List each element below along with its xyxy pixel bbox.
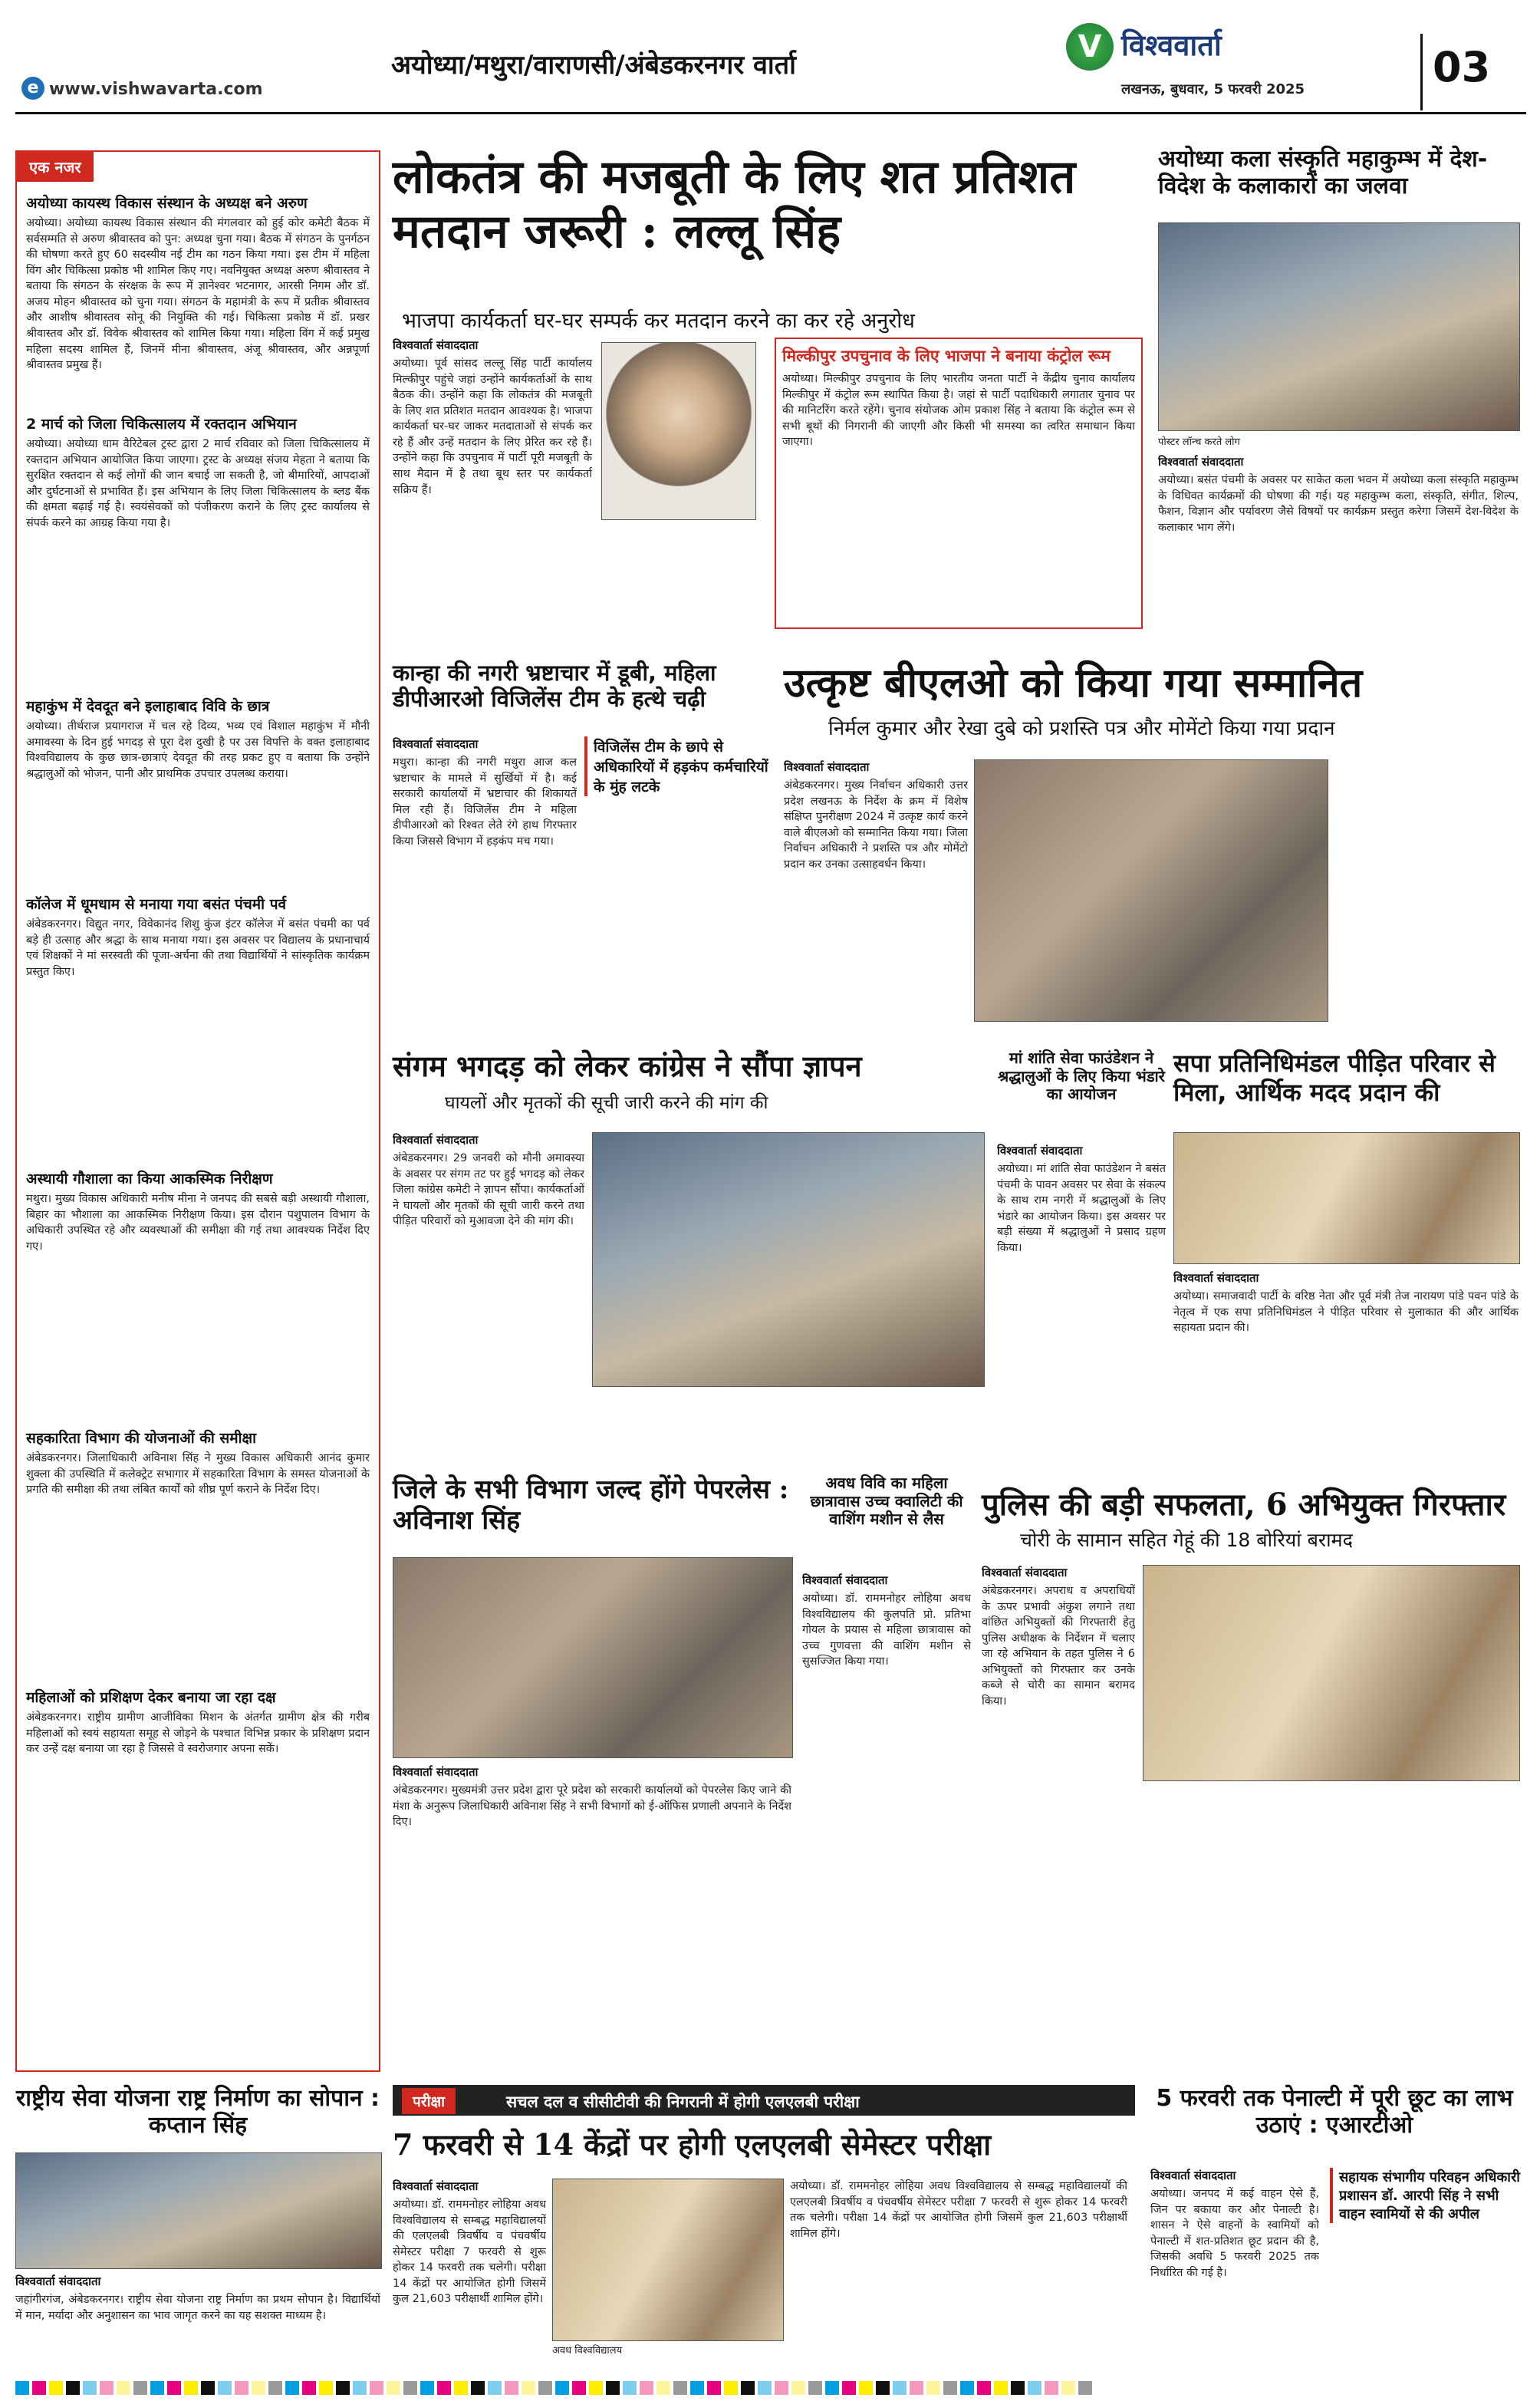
avadh-byline: विश्ववार्ता संवाददाता — [802, 1573, 888, 1587]
sidebar-item-body: अयोध्या। अयोध्या धाम वैरिटेबल ट्रस्ट द्वारा 2 मार्च रविवार को जिला चिकित्सालय में रक्तदान अभियान आयोजित किया जाएगा। ट्रस्ट के अध्यक्ष संजय मेहता ने बताया कि सुरक्षित रक्तदान से कई लोगों की जान बचाई जा सकती है, जो बीमारियों, आपदाओं और दुर्घटनाओं से प्रभावित हैं। इस अभियान के लिए जिला चिकित्सालय के ब्लड बैंक की क्षमता बढ़ाई गई है। स्वयंसेवकों को पंजीकरण कराने के लिए ट्रस्ट कार्यालय से संपर्क करने का आग्रह किया गया है। — [26, 438, 370, 529]
color-swatch — [589, 2381, 603, 2395]
color-swatch — [690, 2381, 704, 2395]
masthead-divider — [1420, 34, 1423, 110]
color-swatch — [268, 2381, 282, 2395]
color-swatch — [1078, 2381, 1092, 2395]
color-swatch — [791, 2381, 805, 2395]
lead-box — [775, 338, 1143, 629]
color-swatch — [775, 2381, 788, 2395]
dm-article — [393, 1764, 791, 2071]
color-swatch — [808, 2381, 822, 2395]
kanha-pull-quote: विजिलेंस टीम के छापे से अधिकारियों में हड़कंप कर्मचारियों के मुंह लटके — [584, 736, 768, 796]
sidebar-item — [26, 894, 370, 1162]
art-story-caption: पोस्टर लॉन्च करते लोग — [1158, 436, 1240, 448]
avadh-article — [802, 1573, 971, 2063]
sidebar-tag: एक नजर — [17, 152, 94, 182]
color-swatch — [977, 2381, 991, 2395]
color-swatch — [656, 2381, 670, 2395]
sidebar-item-headline: कॉलेज में धूमधाम से मनाया गया बसंत पंचमी पर्व — [26, 896, 287, 913]
art-story-body: अयोध्या। बसंत पंचमी के अवसर पर साकेत कला भवन में अयोध्या कला संस्कृति महाकुम्भ के विधिवत कार्यक्रमों की घोषणा की गई। यह महाकुम्भ कला, संस्कृति, संगीत, शिल्प, फैशन, विज्ञान और पर्यावरण जैसे विषयों पर कार्यक्रम प्रस्तुत करेगा जिसमें देश-विदेश के कलाकार भाग लेंगे। — [1158, 474, 1519, 534]
lead-box-body: अयोध्या। मिल्कीपुर उपचुनाव के लिए भारतीय जनता पार्टी ने केंद्रीय चुनाव कार्यालय मिल्कीपुर में कंट्रोल रूम स्थापित किया है। जहां से पार्टी पदाधिकारी लगातार चुनाव पर की मानिटरिंग करते रहेंगे। चुनाव संयोजक ओम प्रकाश सिंह ने बताया कि कंट्रोल रूम से सभी बूथों की निगरानी की जाएगी और किसी भी समस्या का त्वरित समाधान किया जाएगा। — [782, 373, 1135, 449]
exam-headline: 7 फरवरी से 14 केंद्रों पर होगी एलएलबी सेमेस्टर परीक्षा — [393, 2127, 992, 2162]
color-swatch — [640, 2381, 653, 2395]
exam-photo — [552, 2179, 784, 2341]
shanti-byline: विश्ववार्ता संवाददाता — [997, 1144, 1083, 1158]
color-swatch — [403, 2381, 417, 2395]
congress-subhead: घायलों और मृतकों की सूची जारी करने की मांग की — [445, 1093, 768, 1113]
shanti-article — [997, 1143, 1166, 1465]
color-swatch — [437, 2381, 451, 2395]
color-swatch — [66, 2381, 80, 2395]
exam-body-continued: अयोध्या। डॉ. राममनोहर लोहिया अवध विश्वविद्यालय से सम्बद्ध महाविद्यालयों की एलएलबी त्रिवर्षीय व पंचवर्षीय सेमेस्टर परीक्षा 7 फरवरी से शुरू होकर 14 फरवरी तक चलेगी। परीक्षा 14 केंद्रों पर आयोजित होगी जिसमें कुल 21,603 परीक्षार्थी शामिल होंगे। — [790, 2180, 1127, 2240]
congress-photo — [592, 1132, 985, 1387]
sidebar-item-headline: अस्थायी गौशाला का किया आकस्मिक निरीक्षण — [26, 1171, 273, 1187]
lead-body: अयोध्या। पूर्व सांसद लल्लू सिंह पार्टी कार्यालय मिल्कीपुर पहुंचे जहां उन्होंने कार्यकर्ताओं के साथ बैठक की। उन्होंने कहा कि लोकतंत्र की मजबूती के लिए शत प्रतिशत मतदान आवश्यक है। भाजपा कार्यकर्ता घर-घर जाकर मतदाताओं से संपर्क कर रहे हैं और उन्हें मतदान के लिए प्रेरित कर रहे हैं। उन्होंने कहा कि उपचुनाव में पार्टी पूरी मजबूती के साथ मैदान में है तथा बूथ स्तर पर कार्यकर्ता सक्रिय हैं। — [393, 357, 592, 496]
sidebar — [15, 150, 380, 2072]
exam-byline: विश्ववार्ता संवाददाता — [393, 2179, 479, 2193]
police-headline: पुलिस की बड़ी सफलता, 6 अभियुक्त गिरफ्तार — [982, 1487, 1506, 1523]
website-url[interactable]: www.vishwavarta.com — [49, 80, 263, 99]
lead-box-headline: मिल्कीपुर उपचुनाव के लिए भाजपा ने बनाया कंट्रोल रूम — [782, 347, 1111, 365]
police-body: अंबेडकरनगर। अपराध व अपराधियों के ऊपर प्रभावी अंकुश लगाने तथा वांछित अभियुक्तों की गिरफ्तारी हेतु पुलिस अधीक्षक के निर्देशन में चलाए जा रहे अभियान के तहत पुलिस ने 6 अभियुक्तों को गिरफ्तार कर उनके कब्जे से चोरी का सामान बरामद किया। — [982, 1585, 1135, 1708]
color-swatch — [943, 2381, 957, 2395]
sidebar-item-headline: अयोध्या कायस्थ विकास संस्थान के अध्यक्ष बने अरुण — [26, 195, 308, 212]
sidebar-item-headline: महिलाओं को प्रशिक्षण देकर बनाया जा रहा दक्ष — [26, 1689, 276, 1706]
color-swatch — [133, 2381, 147, 2395]
arto-article — [1150, 2168, 1319, 2367]
kanha-article — [393, 736, 768, 1043]
color-swatch — [555, 2381, 569, 2395]
color-swatch — [252, 2381, 265, 2395]
brand-logo-icon: V — [1066, 23, 1114, 71]
color-swatch — [606, 2381, 620, 2395]
color-swatch — [842, 2381, 856, 2395]
lead-article — [393, 338, 761, 644]
sp-photo — [1173, 1132, 1520, 1264]
site-logo-icon: e — [21, 77, 44, 100]
color-swatch — [522, 2381, 535, 2395]
sp-byline: विश्ववार्ता संवाददाता — [1173, 1271, 1259, 1285]
color-swatch — [859, 2381, 873, 2395]
brand-name: विश्ववार्ता — [1121, 28, 1222, 62]
color-swatch — [623, 2381, 637, 2395]
color-swatch — [420, 2381, 434, 2395]
color-swatch — [117, 2381, 130, 2395]
color-swatch — [538, 2381, 552, 2395]
shanti-headline: मां शांति सेवा फाउंडेशन ने श्रद्धालुओं के लिए किया भंडारे का आयोजन — [998, 1049, 1165, 1104]
police-article — [982, 1565, 1135, 2056]
color-swatch — [32, 2381, 46, 2395]
color-swatch — [1045, 2381, 1058, 2395]
police-byline: विश्ववार्ता संवाददाता — [982, 1566, 1068, 1579]
nss-headline: राष्ट्रीय सेवा योजना राष्ट्र निर्माण का सोपान : कप्तान सिंह — [15, 2085, 380, 2139]
color-swatch — [336, 2381, 350, 2395]
arto-body: अयोध्या। जनपद में कई वाहन ऐसे हैं, जिन पर बकाया कर और पेनाल्टी है। शासन ने ऐसे वाहनों के स्वामियों को पेनाल्टी में शत-प्रतिशत छूट प्रदान की है, जिसकी अवधि 5 फरवरी 2025 तक निर्धारित की गई है। — [1150, 2188, 1319, 2279]
color-swatch — [1011, 2381, 1025, 2395]
congress-article — [393, 1132, 584, 1470]
art-story-byline: विश्ववार्ता संवाददाता — [1158, 455, 1244, 469]
dm-photo — [393, 1557, 793, 1758]
lead-subhead: भाजपा कार्यकर्ता घर-घर सम्पर्क कर मतदान करने का कर रहे अनुरोध — [402, 309, 915, 333]
color-swatch — [825, 2381, 839, 2395]
color-swatch — [387, 2381, 400, 2395]
sidebar-item-body: अंबेडकरनगर। जिलाधिकारी अविनाश सिंह ने मुख्य विकास अधिकारी आनंद कुमार शुक्ला की उपस्थिति में कलेक्ट्रेट सभागार में सहकारिता विभाग के समस्त योजनाओं के प्रगति की समीक्षा की तथा लंबित कार्यों को शीघ्र पूर्ण कराने के निर्देश दिए। — [26, 1452, 370, 1497]
sidebar-item-headline: 2 मार्च को जिला चिकित्सालय में रक्तदान अभियान — [26, 416, 297, 433]
color-swatch — [218, 2381, 232, 2395]
masthead — [0, 0, 1540, 123]
color-swatch — [201, 2381, 215, 2395]
art-story-article — [1158, 454, 1519, 646]
color-swatch — [876, 2381, 890, 2395]
color-swatch — [1028, 2381, 1041, 2395]
blo-headline: उत्कृष्ट बीएलओ को किया गया सम्मानित — [784, 660, 1363, 706]
color-swatch — [49, 2381, 63, 2395]
lead-headline: लोकतंत्र की मजबूती के लिए शत प्रतिशत मतदान जरूरी : लल्लू सिंह — [393, 150, 1076, 259]
color-swatch — [83, 2381, 97, 2395]
color-swatch — [15, 2381, 29, 2395]
blo-subhead: निर्मल कुमार और रेखा दुबे को प्रशस्ति पत्र और मोमेंटो किया गया प्रदान — [828, 717, 1335, 740]
color-swatch — [758, 2381, 772, 2395]
arto-pull-quote: सहायक संभागीय परिवहन अधिकारी प्रशासन डॉ. आरपी सिंह ने सभी वाहन स्वामियों से की अपील — [1330, 2168, 1528, 2223]
color-swatch — [1061, 2381, 1075, 2395]
color-swatch — [150, 2381, 164, 2395]
exam-tag: परीक्षा — [402, 2088, 456, 2114]
police-photo — [1143, 1565, 1520, 1781]
color-swatch — [960, 2381, 974, 2395]
color-swatch — [724, 2381, 738, 2395]
exam-kicker: सचल दल व सीसीटीवी की निगरानी में होगी एलएलबी परीक्षा — [506, 2093, 860, 2111]
sidebar-item-body: अयोध्या। तीर्थराज प्रयागराज में चल रहे दिव्य, भव्य एवं विशाल महाकुंभ में मौनी अमावस्या के दिन हुई भगदड़ से पूरा देश दुखी है पर उस विपत्ति के वक्त इलाहाबाद विश्वविद्यालय के कुछ छात्र-छात्राएं देवदूत की तरह प्रकट हुए व बताया कि उन्होंने श्रद्धालुओं को भोजन, पानी और प्राथमिक उपचार उपलब्ध कराया। — [26, 720, 370, 780]
sidebar-item — [26, 1687, 370, 1940]
color-swatch — [488, 2381, 502, 2395]
kanha-body: मथुरा। कान्हा की नगरी मथुरा आज कल भ्रष्टाचार के मामले में सुर्खियों में है। कई सरकारी कार्यालयों में भ्रष्टाचार की शिकायतें मिल रही हैं। विजिलेंस टीम ने महिला डीपीआरओ को रिश्वत लेते रंगे हाथ गिरफ्तार किया जिससे विभाग में हड़कंप मच गया। — [393, 756, 577, 848]
sp-body: अयोध्या। समाजवादी पार्टी के वरिष्ठ नेता और पूर्व मंत्री तेज नारायण पांडे पवन पांडे के नेतृत्व में एक सपा प्रतिनिधिमंडल ने पीड़ित परिवार से मुलाकात की और आर्थिक सहायता प्रदान की। — [1173, 1290, 1519, 1335]
nss-article — [15, 2274, 380, 2366]
nss-photo — [15, 2152, 382, 2269]
color-swatch — [302, 2381, 316, 2395]
dm-body: अंबेडकरनगर। मुख्यमंत्री उत्तर प्रदेश द्वारा पूरे प्रदेश को सरकारी कार्यालयों को पेपरलेस किए जाने की मंशा के अनुरूप जिलाधिकारी अविनाश सिंह ने सभी विभागों को ई-ऑफिस प्रणाली अपनाने के निर्देश दिए। — [393, 1784, 791, 1829]
sidebar-item — [26, 696, 370, 888]
sp-headline: सपा प्रतिनिधिमंडल पीड़ित परिवार से मिला, आर्थिक मदद प्रदान की — [1173, 1049, 1496, 1107]
blo-photo — [974, 759, 1328, 1022]
lead-byline: विश्ववार्ता संवाददाता — [393, 338, 479, 352]
avadh-headline: अवध विवि का महिला छात्रावास उच्च क्वालिटी की वाशिंग मशीन से लैस — [810, 1474, 963, 1529]
dm-byline: विश्ववार्ता संवाददाता — [393, 1765, 479, 1779]
edition-title: अयोध्या/मथुरा/वाराणसी/अंबेडकरनगर वार्ता — [391, 50, 796, 81]
color-swatch — [741, 2381, 755, 2395]
avadh-body: अयोध्या। डॉ. राममनोहर लोहिया अवध विश्वविद्यालय की कुलपति प्रो. प्रतिभा गोयल के प्रयास से महिला छात्रावास को उच्च गुणवत्ता की वाशिंग मशीन से सुसज्जित किया गया। — [802, 1592, 971, 1668]
color-swatch — [285, 2381, 299, 2395]
color-swatch — [505, 2381, 518, 2395]
masthead-bottom-rule — [15, 112, 1526, 114]
sp-article — [1173, 1270, 1519, 1470]
sidebar-item — [26, 193, 370, 407]
congress-headline: संगम भगदड़ को लेकर कांग्रेस ने सौंपा ज्ञापन — [393, 1049, 862, 1083]
color-swatch — [353, 2381, 367, 2395]
color-swatch — [707, 2381, 721, 2395]
sidebar-item-headline: महाकुंभ में देवदूत बने इलाहाबाद विवि के छात्र — [26, 698, 270, 715]
color-swatch — [673, 2381, 687, 2395]
sidebar-item — [26, 1428, 370, 1681]
sidebar-item-body: मथुरा। मुख्य विकास अधिकारी मनीष मीना ने जनपद की सबसे बड़ी अस्थायी गौशाला, बिहार का भौशाला का आकस्मिक निरीक्षण किया। इस दौरान पशुपालन विभाग के अधिकारी उपस्थित रहे और व्यवस्थाओं की समीक्षा की गई तथा आवश्यक निर्देश दिए गए। — [26, 1193, 370, 1253]
color-swatch — [572, 2381, 586, 2395]
color-swatch — [370, 2381, 383, 2395]
color-swatch — [235, 2381, 248, 2395]
art-story-photo — [1158, 222, 1520, 431]
exam-article — [393, 2179, 546, 2370]
dm-headline: जिले के सभी विभाग जल्द होंगे पेपरलेस : अविनाश सिंह — [393, 1474, 789, 1536]
page-number: 03 — [1433, 43, 1491, 91]
color-swatch — [994, 2381, 1008, 2395]
nss-body: जहांगीरगंज, अंबेडकरनगर। राष्ट्रीय सेवा योजना राष्ट्र निर्माण का प्रथम सोपान है। विद्यार्थियों में मान, मर्यादा और अनुशासन का भाव जागृत करने का यह सशक्त माध्यम है। — [15, 2294, 380, 2322]
nss-byline: विश्ववार्ता संवाददाता — [15, 2274, 101, 2288]
color-swatch — [454, 2381, 468, 2395]
congress-body: अंबेडकरनगर। 29 जनवरी को मौनी अमावस्या के अवसर पर संगम तट पर हुई भगदड़ को लेकर जिला कांग्रेस कमेटी ने ज्ञापन सौंपा। कार्यकर्ताओं ने घायलों और मृतकों की सूची जारी करने तथा पीड़ित परिवारों को मुआवजा देने की मांग की। — [393, 1152, 584, 1228]
color-swatch — [893, 2381, 907, 2395]
kanha-byline: विश्ववार्ता संवाददाता — [393, 737, 479, 751]
color-swatch — [319, 2381, 333, 2395]
color-swatch — [471, 2381, 485, 2395]
blo-article — [784, 759, 968, 1066]
congress-byline: विश्ववार्ता संवाददाता — [393, 1133, 479, 1147]
exam-caption: अवध विश्वविद्यालय — [552, 2345, 623, 2357]
color-registration-strip — [15, 2381, 1526, 2396]
arto-byline: विश्ववार्ता संवाददाता — [1150, 2169, 1236, 2182]
sidebar-item-body: अयोध्या। अयोध्या कायस्थ विकास संस्थान की मंगलवार को हुई कोर कमेटी बैठक में सर्वसम्मति से अरुण श्रीवास्तव को पुन: अध्यक्ष चुना गया। बैठक में संगठन के पुनर्गठन की घोषणा करते हुए 60 सदस्यीय नई टीम का गठन किया गया। इस टीम में महिला विंग और चिकित्सा प्रकोष्ठ भी शामिल किए गए। नवनियुक्त अध्यक्ष अरुण श्रीवास्तव ने बताया कि संगठन के संरक्षक के रूप में ज्ञानेश्वर भटनागर, आरसी निगम और डॉ. अजय मोहन श्रीवास्तव को चुना गया। संगठन के महामंत्री के रूप में प्रतीक श्रीवास्तव और आशीष श्रीवास्तव सोनू की नियुक्ति की गई। चिकित्सा प्रकोष्ठ में डॉ. प्रखर श्रीवास्तव और डॉ. विवेक श्रीवास्तव को शामिल किया गया। महिला विंग में कई प्रमुख महिला सदस्य शामिल हैं, जिनमें मीना श्रीवास्तव, अंजू श्रीवास्तव, और अन्नपूर्णा श्रीवास्तव प्रमुख हैं। — [26, 217, 370, 372]
color-swatch — [926, 2381, 940, 2395]
color-swatch — [184, 2381, 198, 2395]
exam-body: अयोध्या। डॉ. राममनोहर लोहिया अवध विश्वविद्यालय से सम्बद्ध महाविद्यालयों की एलएलबी त्रिवर्षीय व पंचवर्षीय सेमेस्टर परीक्षा 7 फरवरी से शुरू होकर 14 फरवरी तक चलेगी। परीक्षा 14 केंद्रों पर आयोजित होगी जिसमें कुल 21,603 परीक्षार्थी शामिल होंगे। — [393, 2198, 546, 2306]
lead-portrait-photo — [601, 342, 756, 520]
dateline: लखनऊ, बुधवार, 5 फरवरी 2025 — [1121, 81, 1305, 97]
blo-body: अंबेडकरनगर। मुख्य निर्वाचन अधिकारी उत्तर प्रदेश लखनऊ के निर्देश के क्रम में विशेष संक्षिप्त पुनरीक्षण 2024 में उत्कृष्ट कार्य करने वाले बीएलओ को सम्मानित किया गया। जिला निर्वाचन अधिकारी ने प्रशस्ति पत्र और मोमेंटो प्रदान कर उनका उत्साहवर्धन किया। — [784, 779, 968, 871]
blo-byline: विश्ववार्ता संवाददाता — [784, 760, 870, 774]
sidebar-item — [26, 413, 370, 690]
color-swatch — [910, 2381, 923, 2395]
sidebar-item-headline: सहकारिता विभाग की योजनाओं की समीक्षा — [26, 1430, 257, 1447]
color-swatch — [100, 2381, 114, 2395]
art-story-headline: अयोध्या कला संस्कृति महाकुम्भ में देश-विदेश के कलाकारों का जलवा — [1158, 146, 1488, 200]
sidebar-item-body: अंबेडकरनगर। राष्ट्रीय ग्रामीण आजीविका मिशन के अंतर्गत ग्रामीण क्षेत्र की गरीब महिलाओं को स्वयं सहायता समूह से जोड़ने के पश्चात विभिन्न प्रकार के प्रशिक्षण प्रदान कर उन्हें दक्ष बनाया जा रहा है जिससे वे स्वरोजगार अपना सकें। — [26, 1711, 370, 1756]
kanha-headline: कान्हा की नगरी भ्रष्टाचार में डूबी, महिला डीपीआरओ विजिलेंस टीम के हत्थे चढ़ी — [393, 660, 716, 713]
police-subhead: चोरी के सामान सहित गेहूं की 18 बोरियां बरामद — [1020, 1529, 1353, 1551]
arto-headline: 5 फरवरी तक पेनाल्टी में पूरी छूट का लाभ उठाएं : एआरटीओ — [1156, 2085, 1513, 2139]
shanti-body: अयोध्या। मां शांति सेवा फाउंडेशन ने बसंत पंचमी के पावन अवसर पर सेवा के संकल्प के साथ राम नगरी में श्रद्धालुओं के लिए भंडारे का आयोजन किया। इस अवसर पर बड़ी संख्या में श्रद्धालुओं ने प्रसाद ग्रहण किया। — [997, 1163, 1166, 1254]
sidebar-item-body: अंबेडकरनगर। विद्युत नगर, विवेकानंद शिशु कुंज इंटर कॉलेज में बसंत पंचमी का पर्व बड़े ही उत्साह और श्रद्धा के साथ मनाया गया। इस अवसर पर विद्यालय के प्रधानाचार्य एवं शिक्षकों ने मां सरस्वती की पूजा-अर्चना की तथा विद्यार्थियों ने सांस्कृतिक कार्यक्रम प्रस्तुत किए। — [26, 918, 370, 978]
sidebar-item — [26, 1168, 370, 1421]
color-swatch — [167, 2381, 181, 2395]
